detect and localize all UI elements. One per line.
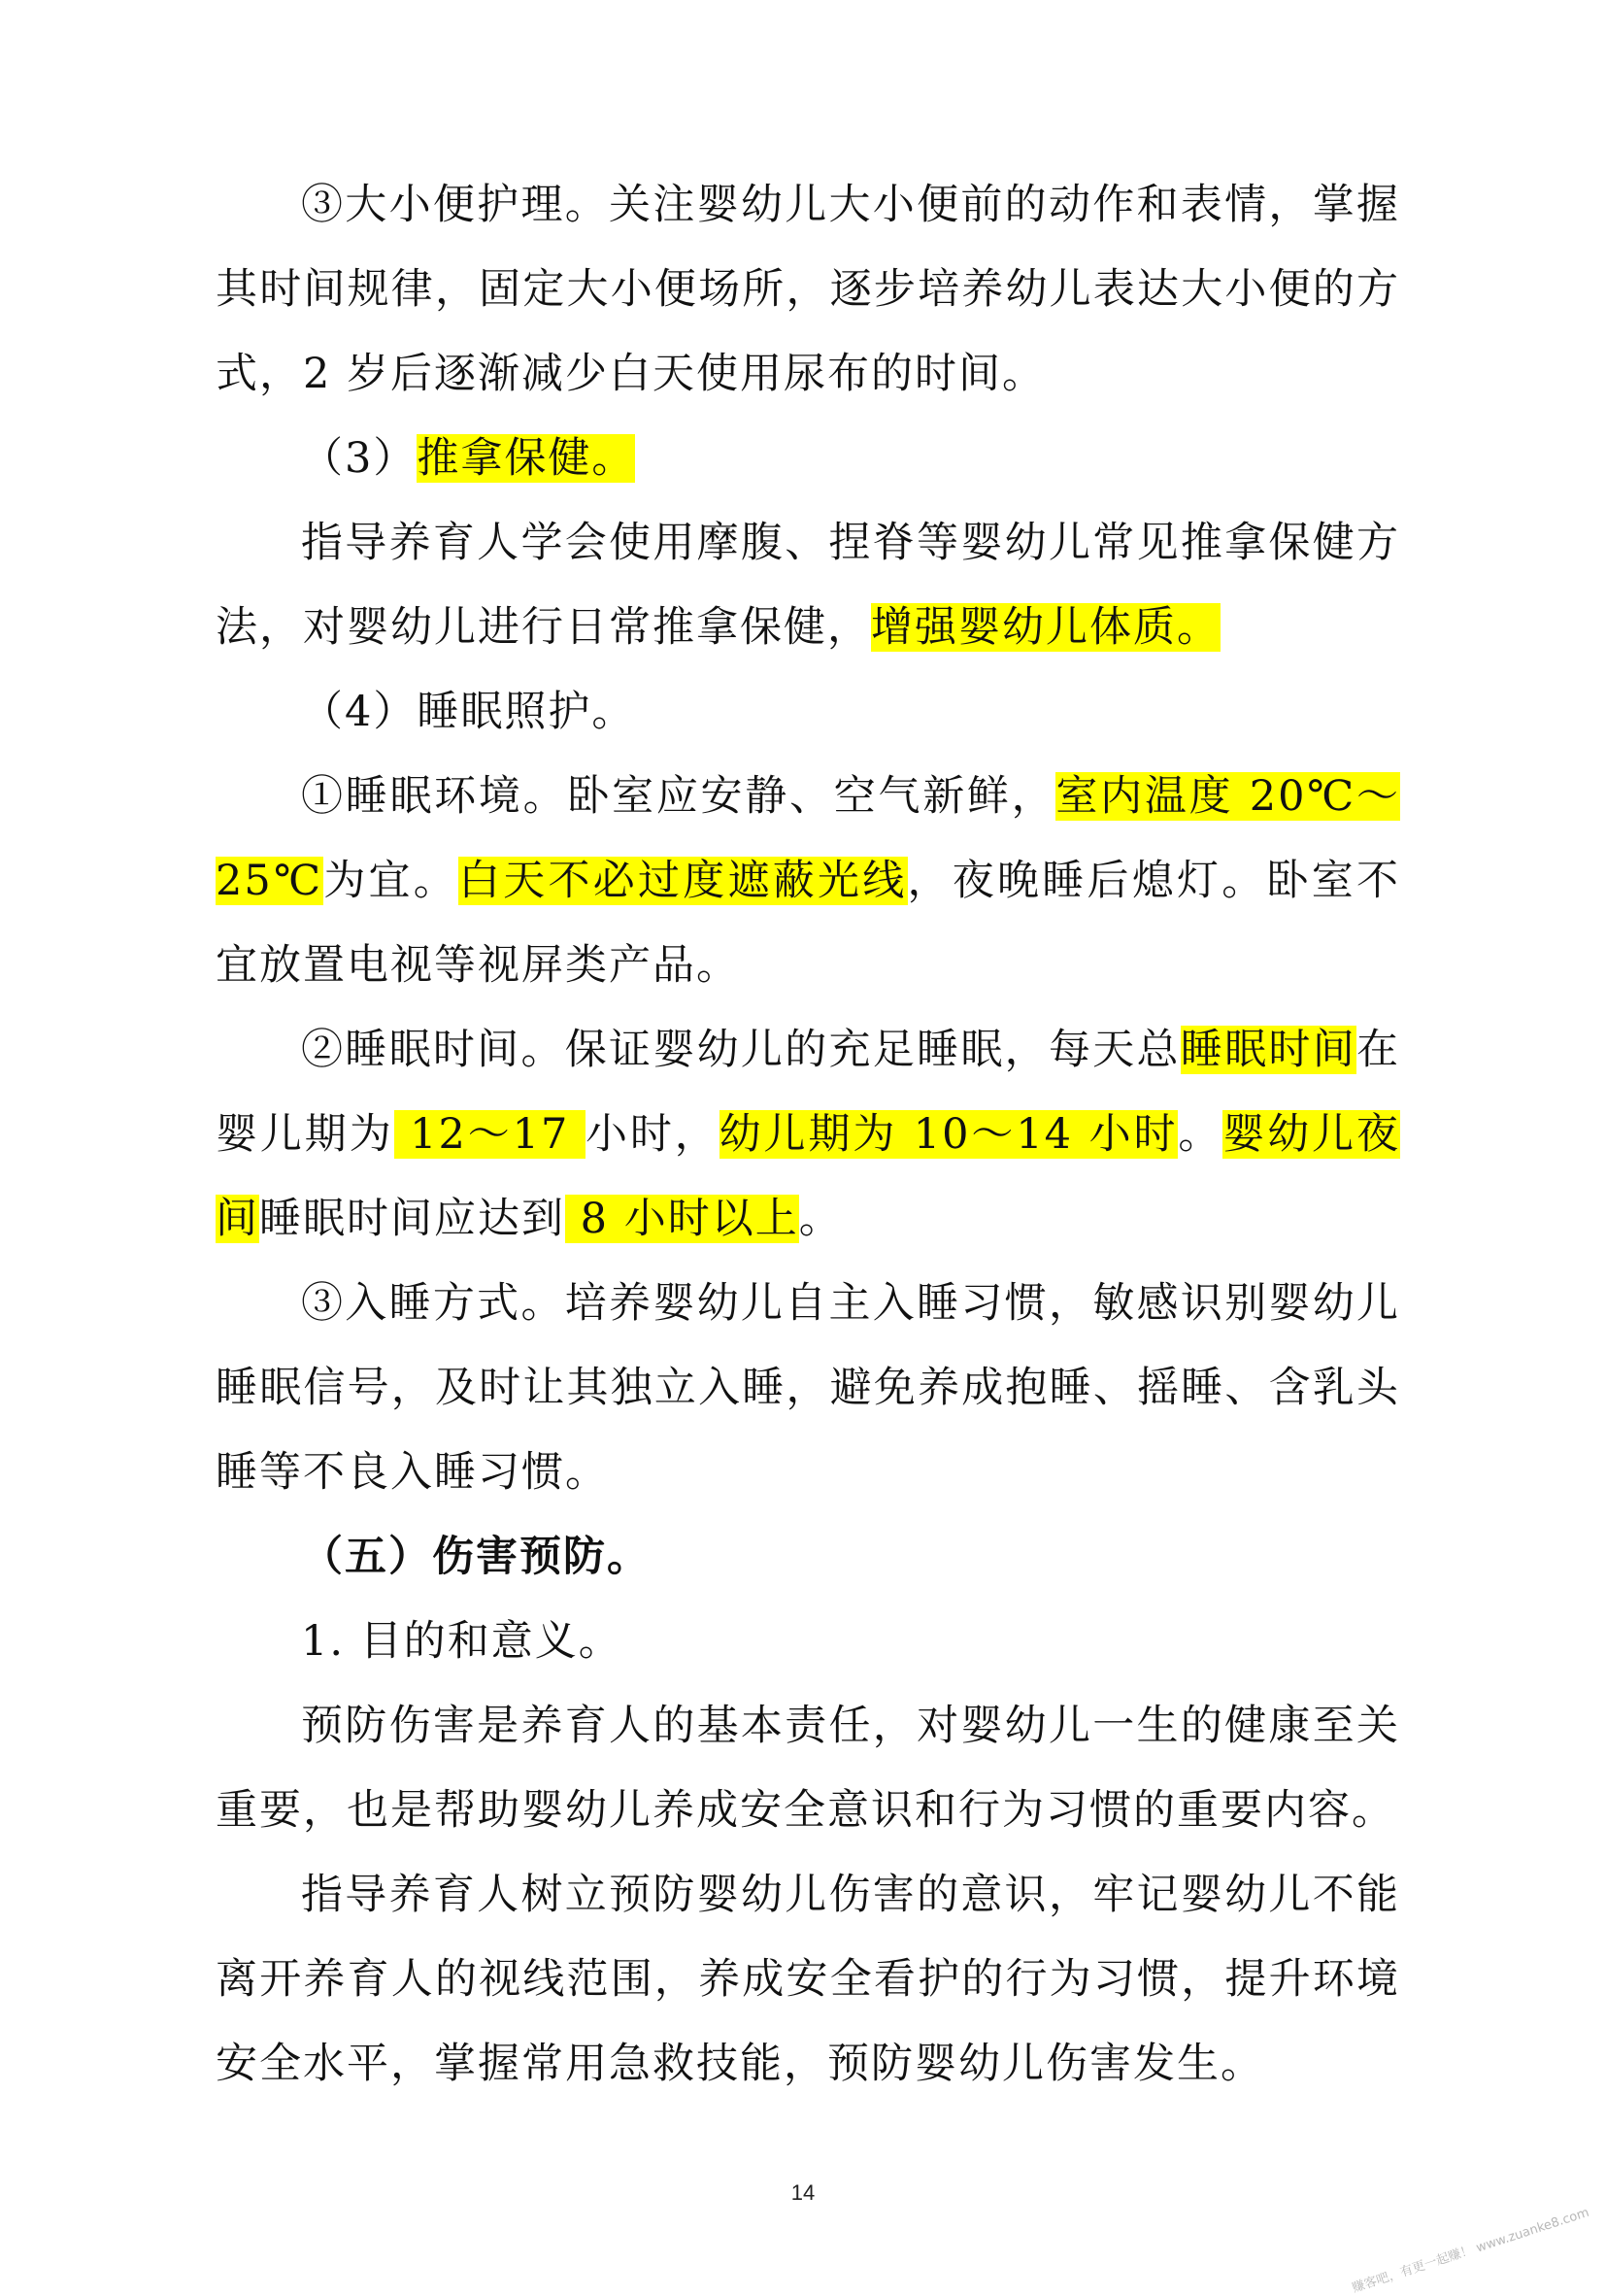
text-segment: ，夜晚睡后熄灯。卧室不宜放置电视等视屏类产品。 (216, 857, 1400, 990)
paragraph-purpose (216, 1684, 1400, 1853)
highlighted-text: 白天不必过度遮蔽光线 (458, 857, 908, 905)
text-segment: 小时， (585, 1110, 719, 1159)
heading-injury-prevention (216, 1515, 1400, 1600)
text-segment: 预防伤害是养育人的基本责任，对婴幼儿一生的健康至关重要，也是帮助婴幼儿养成安全意识和行为习惯的重要内容。 (216, 1702, 1400, 1835)
page-number: 14 (790, 2180, 816, 2205)
paragraph-sleep-environment (216, 755, 1400, 1008)
site-watermark: 赚客吧，有更一起赚！ www.zuanke8.com (1350, 2205, 1590, 2296)
text-segment: 指导养育人学会使用摩腹、捏脊等婴幼儿常见推拿保健方法，对婴幼儿进行日常推拿保健， (216, 519, 1400, 652)
paragraph-sleep-time (216, 1008, 1400, 1262)
highlighted-text: 睡眠时间 (1180, 1026, 1357, 1074)
paragraph-guidance (216, 1853, 1400, 2107)
text-segment: （五）伤害预防。 (301, 1533, 651, 1581)
highlighted-text: 幼儿期为 10～14 小时 (719, 1110, 1179, 1159)
text-segment: （4）睡眠照护。 (301, 688, 636, 736)
text-segment: 1. 目的和意义。 (301, 1617, 622, 1666)
highlighted-text: 推拿保健。 (417, 434, 636, 483)
highlighted-text: 增强婴幼儿体质。 (871, 603, 1221, 652)
text-segment: （3） (301, 434, 418, 483)
paragraph-stool-care (216, 163, 1400, 417)
text-segment: 为宜。 (323, 857, 459, 905)
text-segment: 睡眠时间应达到 (259, 1195, 565, 1243)
text-segment: 在婴儿期为 (216, 1026, 1401, 1159)
text-segment: 。 (798, 1195, 843, 1243)
paragraph-massage-care (216, 501, 1400, 670)
highlighted-text: 12～17 (393, 1110, 586, 1159)
heading-sleep-care (216, 670, 1400, 755)
highlighted-text: 8 小时以上 (565, 1195, 799, 1243)
text-segment: ①睡眠环境。卧室应安静、空气新鲜， (301, 772, 1056, 821)
heading-massage-care (216, 417, 1400, 501)
text-segment: 指导养育人树立预防婴幼儿伤害的意识，牢记婴幼儿不能离开养育人的视线范围，养成安全看护的行为习惯，提升环境安全水平，掌握常用急救技能，预防婴幼儿伤害发生。 (216, 1871, 1400, 2088)
heading-purpose (216, 1600, 1400, 1684)
text-segment: ③大小便护理。关注婴幼儿大小便前的动作和表情，掌握其时间规律，固定大小便场所，逐步培养幼儿表达大小便的方式，2 岁后逐渐减少白天使用尿布的时间。 (216, 181, 1400, 398)
highlighted-text: 婴幼儿夜间 (216, 1110, 1401, 1243)
text-segment: ③入睡方式。培养婴幼儿自主入睡习惯，敏感识别婴幼儿睡眠信号，及时让其独立入睡，避免养成抱睡、摇睡、含乳头睡等不良入睡习惯。 (216, 1279, 1400, 1497)
body-text (216, 163, 1400, 2107)
text-segment: ②睡眠时间。保证婴幼儿的充足睡眠，每天总 (301, 1026, 1181, 1074)
highlighted-text: 室内温度 20℃～25℃ (216, 772, 1400, 905)
text-segment: 。 (1178, 1110, 1223, 1159)
paragraph-sleep-method (216, 1262, 1400, 1515)
